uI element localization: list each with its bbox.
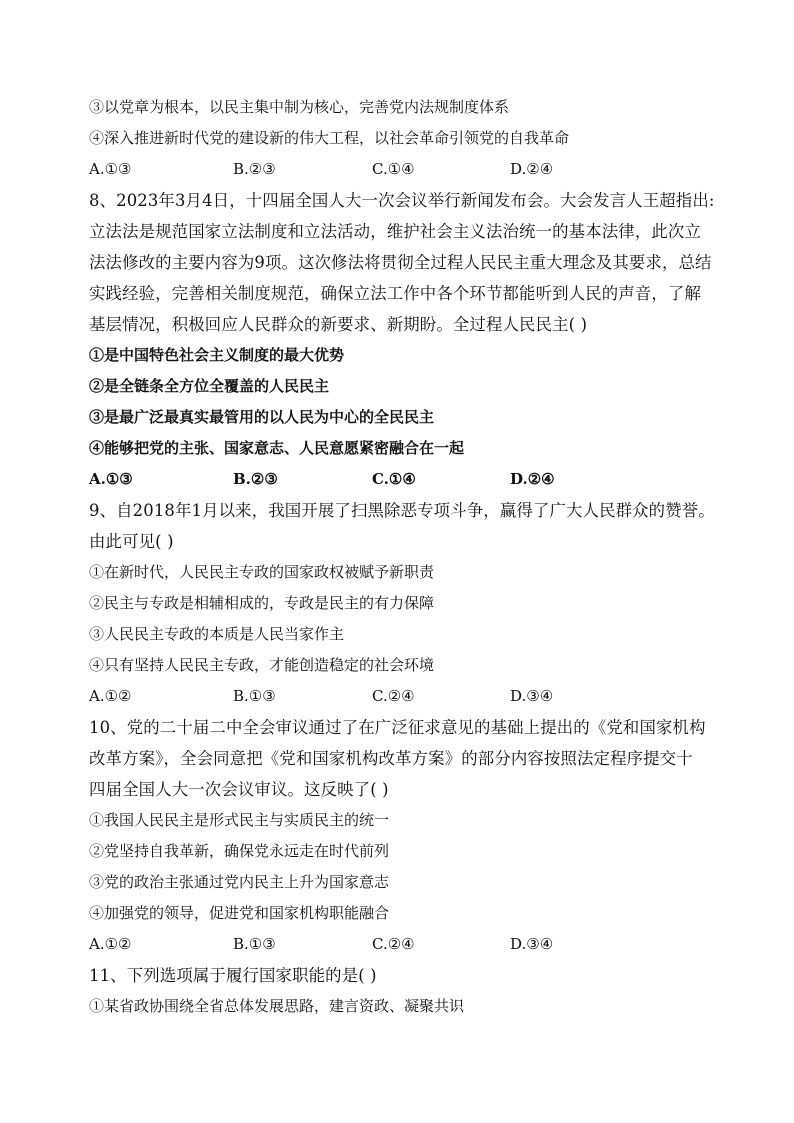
q8-option-c: C.①④ <box>372 470 416 488</box>
q9-stem-line-1: 9、自2018年1月以来，我国开展了扫黑除恶专项斗争，赢得了广大人民群众的赞誉。 <box>89 501 715 520</box>
q9-stem-line-2: 由此可见( ) <box>89 532 174 551</box>
q8-item-4: ④能够把党的主张、国家意志、人民意愿紧密融合在一起 <box>89 439 465 457</box>
q9-option-a: A.①② <box>89 687 132 705</box>
q8-option-a: A.①③ <box>89 470 133 488</box>
q8-stem-line-2: 立法法是规范国家立法制度和立法活动，维护社会主义法治统一的基本法律，此次立 <box>89 222 702 241</box>
q7-option-d: D.②④ <box>510 160 554 178</box>
q9-item-2: ②民主与专政是相辅相成的，专政是民主的有力保障 <box>89 594 435 612</box>
q8-stem-line-3: 法法修改的主要内容为9项。这次修法将贯彻全过程人民民主重大理念及其要求，总结 <box>89 253 712 272</box>
q10-item-3: ③党的政治主张通过党内民主上升为国家意志 <box>89 873 390 891</box>
q9-option-b: B.①③ <box>233 687 276 705</box>
q10-item-4: ④加强党的领导，促进党和国家机构职能融合 <box>89 904 390 922</box>
q10-option-c: C.②④ <box>372 935 415 953</box>
q10-option-a: A.①② <box>89 935 132 953</box>
q8-options <box>89 464 709 495</box>
q10-item-1: ①我国人民民主是形式民主与实质民主的统一 <box>89 811 390 829</box>
q10-option-b: B.①③ <box>233 935 276 953</box>
q10-stem-line-1: 10、党的二十届二中全会审议通过了在广泛征求意见的基础上提出的《党和国家机构 <box>89 718 706 737</box>
q7-item-3: ③以党章为根本，以民主集中制为核心，完善党内法规制度体系 <box>89 98 510 116</box>
q8-stem-line-4: 实践经验，完善相关制度规范，确保立法工作中各个环节都能听到人民的声音，了解 <box>89 284 702 303</box>
q9-options <box>89 681 709 712</box>
q7-option-c: C.①④ <box>372 160 415 178</box>
q8-stem-line-5: 基层情况，积极回应人民群众的新要求、新期盼。全过程人民民主( ) <box>89 315 588 334</box>
q9-item-4: ④只有坚持人民民主专政，才能创造稳定的社会环境 <box>89 656 435 674</box>
q7-options <box>89 154 709 185</box>
q8-stem-line-1: 8、2023年3月4日，十四届全国人大一次会议举行新闻发布会。大会发言人王超指出: <box>89 191 715 210</box>
q11-item-1: ①某省政协围绕全省总体发展思路，建言资政、凝聚共识 <box>89 997 465 1015</box>
q10-stem-line-2: 改革方案》，全会同意把《党和国家机构改革方案》的部分内容按照法定程序提交十 <box>89 749 693 768</box>
q10-options <box>89 929 709 960</box>
q7-option-b: B.②③ <box>233 160 276 178</box>
q8-item-1: ①是中国特色社会主义制度的最大优势 <box>89 346 345 364</box>
q8-option-d: D.②④ <box>510 470 555 488</box>
q8-option-b: B.②③ <box>233 470 278 488</box>
exam-page <box>89 92 715 1022</box>
q10-option-d: D.③④ <box>510 935 554 953</box>
q9-item-1: ①在新时代，人民民主专政的国家政权被赋予新职责 <box>89 563 435 581</box>
q7-option-a: A.①③ <box>89 160 132 178</box>
q10-stem-line-3: 四届全国人大一次会议审议。这反映了( ) <box>89 780 389 799</box>
q11-stem-line-1: 11、下列选项属于履行国家职能的是( ) <box>89 966 377 985</box>
q9-option-c: C.②④ <box>372 687 415 705</box>
q8-item-2: ②是全链条全方位全覆盖的人民民主 <box>89 377 330 395</box>
q8-item-3: ③是最广泛最真实最管用的以人民为中心的全民民主 <box>89 408 435 426</box>
q7-item-4: ④深入推进新时代党的建设新的伟大工程，以社会革命引领党的自我革命 <box>89 129 570 147</box>
q10-item-2: ②党坚持自我革新，确保党永远走在时代前列 <box>89 842 390 860</box>
q9-option-d: D.③④ <box>510 687 554 705</box>
q9-item-3: ③人民民主专政的本质是人民当家作主 <box>89 625 345 643</box>
